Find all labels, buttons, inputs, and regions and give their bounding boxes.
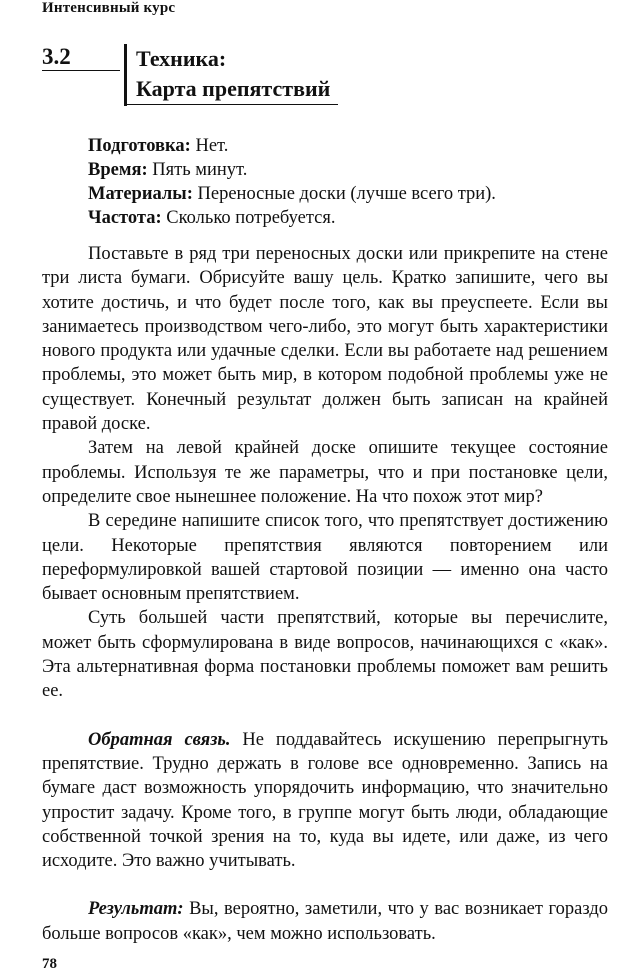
feedback-text: Не поддавайтесь искушению перепрыгнуть препятствие. Трудно держать в голове все одновременно. Запись на бумаге даст возможность упорядочить информацию, что значительно упростит задачу. Кроме того, в группе могут быть люди, обладающие собственной точкой зрения на то, куда вы идете, или даже, из чего исходите. Это важно учитывать. — [42, 729, 609, 872]
section-title-line-2: Карта препятствий — [136, 76, 331, 101]
title-underline-rule — [124, 104, 338, 105]
result-text: Вы, вероятно, заметили, что у вас возникает гораздо больше вопросов «как», чем можно использовать. — [42, 899, 608, 944]
body-text — [42, 242, 608, 946]
paragraph-1: Поставьте в ряд три переносных доски или прикрепите на стене три листа бумаги. Обрисуйте вашу цель. Кратко запишите, чего вы хотите достичь, и что будет после того, как вы преуспеете. Если вы занимаетесь производством чего-либо, это могут быть характеристики нового продукта или удачные сделки. Если вы работаете над решением проблемы, это может быть мир, в котором подобной проблемы уже не существует. Конечный результат должен быть записан на крайней правой доске. — [42, 244, 608, 435]
meta-label: Частота: — [88, 208, 162, 228]
page-number: 78 — [42, 956, 57, 972]
meta-materials — [88, 182, 496, 206]
meta-time — [88, 158, 496, 182]
paragraph-4: Суть большей части препятствий, которые вы перечислите, может быть сформулирована в виде вопросов, начинающихся с «как». Эта альтернативная форма постановки проблемы поможет вам решить ее. — [42, 608, 608, 702]
section-title — [136, 44, 330, 104]
feedback-paragraph — [42, 728, 608, 874]
meta-value: Пять минут. — [147, 160, 248, 180]
paragraph-3: В середине напишите список того, что препятствует достижению цели. Некоторые препятствия являются повторением или переформулировкой вашей стартовой позиции — именно она часто бывает основным препятствием. — [42, 511, 608, 605]
meta-frequency — [88, 206, 496, 230]
meta-label: Материалы: — [88, 184, 193, 204]
paragraph-2: Затем на левой крайней доске опишите текущее состояние проблемы. Используя те же параметры, что и при постановке цели, определите свое нынешнее положение. На что похож этот мир? — [42, 438, 608, 507]
meta-value: Нет. — [190, 136, 229, 156]
meta-label: Время: — [88, 160, 148, 180]
feedback-label: Обратная связь. — [88, 729, 231, 750]
meta-label: Подготовка: — [88, 136, 191, 156]
meta-preparation — [88, 134, 496, 158]
result-label: Результат: — [88, 899, 184, 920]
running-head: Интенсивный курс — [42, 0, 176, 16]
meta-value: Сколько потребуется. — [161, 208, 336, 228]
meta-value: Переносные доски (лучше всего три). — [192, 184, 496, 204]
result-paragraph — [42, 897, 608, 946]
section-number: 3.2 — [42, 44, 71, 69]
title-vertical-rule — [124, 44, 127, 106]
technique-meta — [88, 134, 496, 230]
section-number-rule — [42, 70, 120, 71]
section-title-line-1: Техника: — [136, 46, 227, 71]
